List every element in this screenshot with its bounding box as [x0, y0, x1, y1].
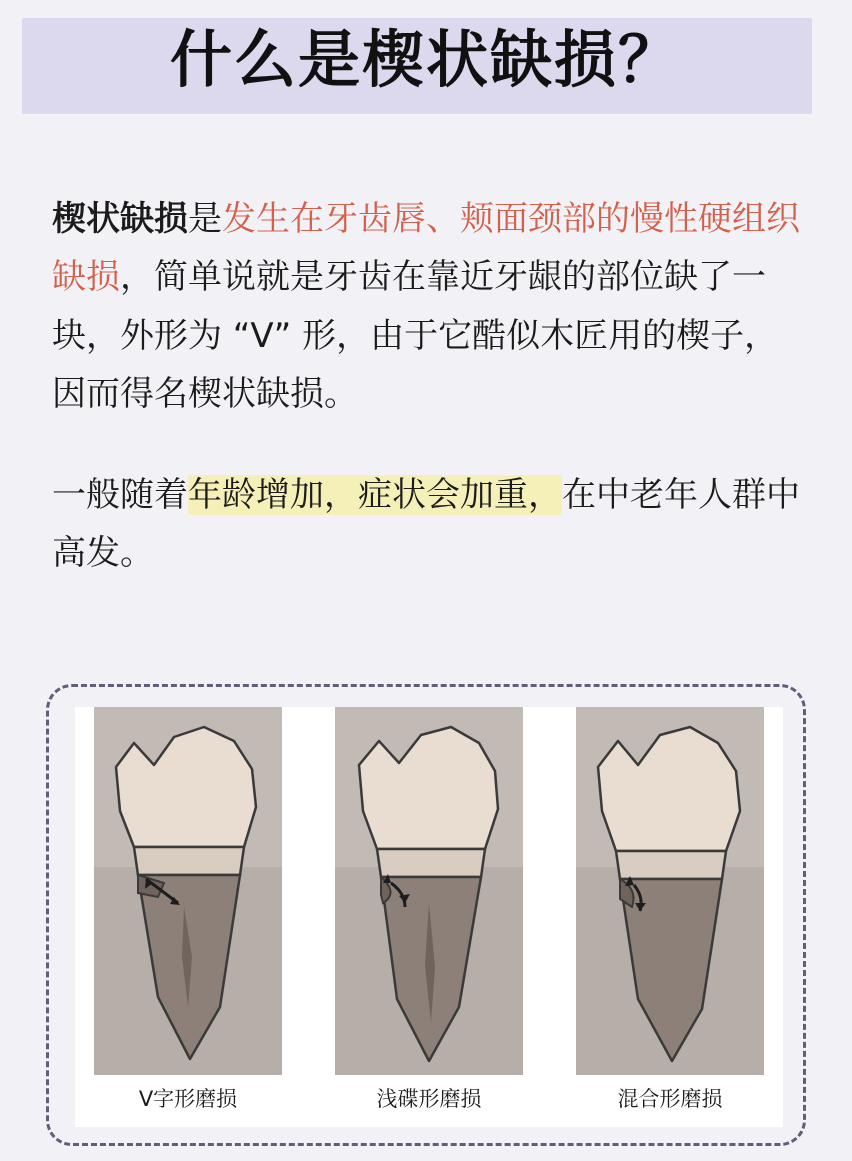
article-body — [0, 150, 852, 583]
paragraph-2-plain-2: 在中老年人群中高发。 — [52, 474, 800, 574]
tooth-v-wear-icon — [94, 707, 282, 1075]
page-title: 什么是楔状缺损？ — [169, 23, 682, 96]
paragraph-2-plain-1: 一般随着 — [52, 474, 188, 515]
paragraph-1-emphasis: 发生在牙齿唇、颊面颈部的慢性硬组织缺损 — [52, 199, 800, 298]
figure-item-2 — [316, 707, 542, 1113]
figure-caption-3: 混合形磨损 — [617, 1087, 723, 1111]
paragraph-2-highlight: 年龄增加，症状会加重， — [188, 474, 562, 515]
tooth-mixed-wear-icon — [576, 707, 764, 1075]
paragraph-1-plain-1: 是 — [188, 199, 222, 239]
figure-caption-2: 浅碟形磨损 — [376, 1087, 482, 1111]
illustration-row — [75, 707, 783, 1127]
figure-caption-1: V字形磨损 — [138, 1087, 238, 1111]
illustration-card — [46, 684, 806, 1146]
paragraph-1-plain-2: ，简单说就是牙齿在靠近牙龈的部位缺了一块，外形为 “V” 形，由于它酷似木匠用的楔子，因而得名楔状缺损。 — [52, 257, 779, 415]
term-wedge-defect: 楔状缺损 — [52, 199, 188, 239]
page-header — [0, 0, 852, 150]
figure-item-3 — [557, 707, 783, 1113]
paragraph-progression — [52, 466, 800, 583]
paragraph-definition — [52, 190, 800, 424]
tooth-saucer-wear-icon — [335, 707, 523, 1075]
figure-item-1 — [75, 707, 301, 1113]
